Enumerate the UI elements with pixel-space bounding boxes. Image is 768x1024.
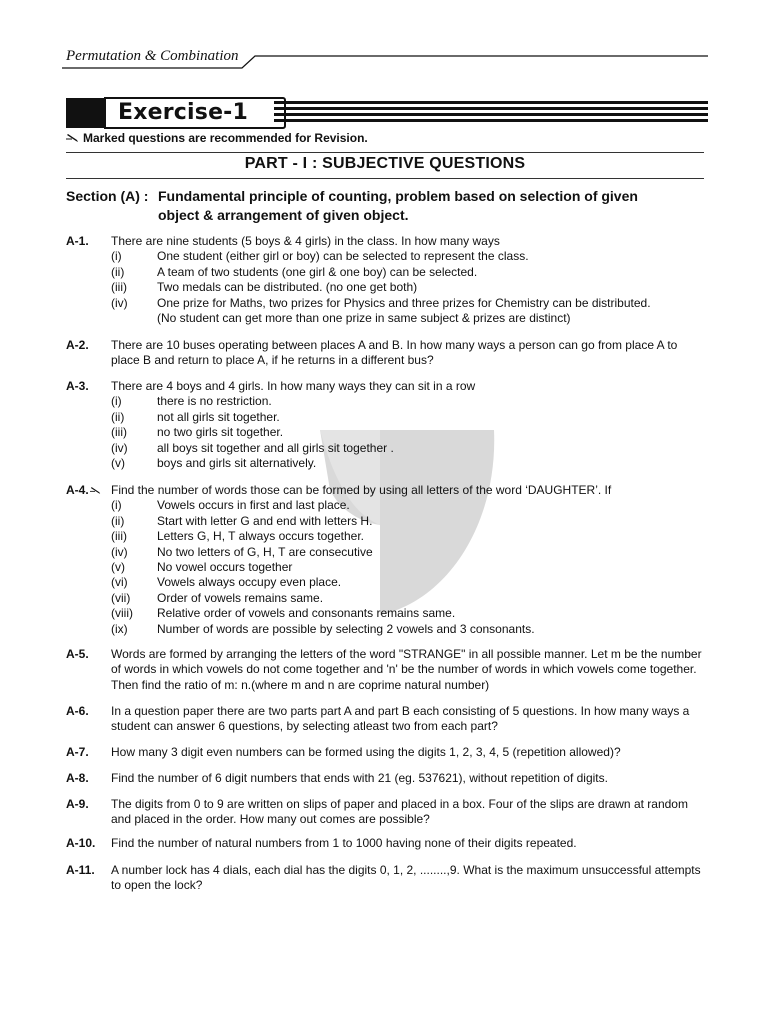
question-a4 <box>66 483 706 637</box>
subpart-numeral: (iii) <box>111 529 127 544</box>
question-subpart <box>111 560 706 575</box>
subpart-numeral: (ix) <box>111 621 128 636</box>
question-a11 <box>66 863 706 894</box>
question-continuation: (No student can get more than one prize in same subject & prizes are distinct) <box>157 311 571 326</box>
subpart-numeral: (i) <box>111 394 122 409</box>
question-subpart <box>111 410 706 425</box>
question-text: How many 3 digit even numbers can be formed using the digits 1, 2, 3, 4, 5 (repetition allowed)? <box>111 745 621 759</box>
question-number: A-9. <box>66 797 89 811</box>
question-number: A-1. <box>66 234 89 248</box>
subpart-numeral: (iii) <box>111 280 127 295</box>
question-a1 <box>66 234 706 326</box>
part-heading-top-rule <box>66 152 704 153</box>
question-text: Find the number of words those can be formed by using all letters of the word ‘DAUGHTER’. If <box>111 483 612 497</box>
question-text: Find the number of natural numbers from 1 to 1000 having none of their digits repeated. <box>111 836 577 850</box>
exercise-title-bar <box>66 98 104 128</box>
question-subpart <box>111 545 706 560</box>
subpart-text: there is no restriction. <box>157 394 272 409</box>
question-text: There are 4 boys and 4 girls. In how many ways they can sit in a row <box>111 379 476 393</box>
question-a3 <box>66 379 706 471</box>
subpart-numeral: (ii) <box>111 513 125 528</box>
subpart-text: One prize for Maths, two prizes for Physics and three prizes for Chemistry can be distributed. <box>157 295 651 310</box>
subpart-text: not all girls sit together. <box>157 409 280 424</box>
question-subpart <box>111 529 706 544</box>
question-a9 <box>66 797 706 828</box>
revision-note <box>66 131 368 145</box>
question-number: A-3. <box>66 379 89 393</box>
part-heading-bottom-rule <box>66 178 704 179</box>
subpart-numeral: (i) <box>111 249 122 264</box>
pencil-icon <box>66 133 79 143</box>
subpart-numeral: (iii) <box>111 425 127 440</box>
question-text: In a question paper there are two parts part A and part B each consisting of 5 questions. In how many ways a student can answer 6 questions, by selecting atleast two from each part? <box>111 704 690 734</box>
question-subpart <box>111 296 706 311</box>
subpart-numeral: (viii) <box>111 606 133 621</box>
subpart-numeral: (ii) <box>111 264 125 279</box>
question-text: Find the number of 6 digit numbers that ends with 21 (eg. 537621), without repetition of digits. <box>111 771 608 785</box>
subpart-text: Two medals can be distributed. (no one get both) <box>157 280 418 295</box>
section-heading <box>66 187 706 225</box>
subpart-numeral: (vi) <box>111 575 128 590</box>
question-subpart <box>111 394 706 409</box>
subpart-text: Vowels always occupy even place. <box>157 575 342 590</box>
question-a7 <box>66 745 706 760</box>
subpart-text: One student (either girl or boy) can be selected to represent the class. <box>157 249 529 264</box>
exercise-title-rules <box>274 101 708 125</box>
subpart-text: no two girls sit together. <box>157 425 284 440</box>
subpart-text: No vowel occurs together <box>157 560 293 575</box>
question-number: A-7. <box>66 745 89 759</box>
question-subpart <box>111 498 706 513</box>
subpart-numeral: (vii) <box>111 590 131 605</box>
question-subpart <box>111 425 706 440</box>
question-subpart <box>111 575 706 590</box>
subpart-text: Relative order of vowels and consonants remains same. <box>157 606 456 621</box>
revision-note-text: Marked questions are recommended for Revision. <box>83 131 368 145</box>
question-text: The digits from 0 to 9 are written on slips of paper and placed in a box. Four of the slips are drawn at random and placed in the order. How many out comes are possible? <box>111 797 688 827</box>
subpart-text: Letters G, H, T always occurs together. <box>157 529 364 544</box>
question-a8 <box>66 771 706 786</box>
subpart-text: Order of vowels remains same. <box>157 590 324 605</box>
question-number: A-11. <box>66 863 95 877</box>
subpart-text: A team of two students (one girl & one boy) can be selected. <box>157 264 478 279</box>
subpart-text: No two letters of G, H, T are consecutive <box>157 544 373 559</box>
question-number <box>66 483 111 498</box>
section-title-line2: object & arrangement of given object. <box>158 207 409 223</box>
question-a2 <box>66 338 706 369</box>
part-heading: PART - I : SUBJECTIVE QUESTIONS <box>244 155 526 172</box>
question-number: A-6. <box>66 704 89 718</box>
question-number-text: A-4. <box>66 483 89 497</box>
question-subpart <box>111 441 706 456</box>
subpart-text: Start with letter G and end with letters H. <box>157 513 373 528</box>
subpart-numeral: (iv) <box>111 440 128 455</box>
question-a6 <box>66 704 706 735</box>
question-subpart <box>111 265 706 280</box>
question-number: A-8. <box>66 771 89 785</box>
question-text: Words are formed by arranging the letters of the word "STRANGE" in all possible manner. Let m be the number of words in which vowels do not come together and 'n' be the number of words in which vowels come together. Then find the ratio of m: n.(where m and n are coprime natural number) <box>111 647 702 692</box>
subpart-numeral: (iv) <box>111 544 128 559</box>
question-number: A-10. <box>66 836 96 850</box>
subpart-numeral: (iv) <box>111 295 128 310</box>
subpart-text: Vowels occurs in first and last place. <box>157 498 350 513</box>
subpart-numeral: (i) <box>111 498 122 513</box>
question-subpart <box>111 591 706 606</box>
question-subpart <box>111 514 706 529</box>
subpart-text: all boys sit together and all girls sit together . <box>157 440 394 455</box>
subpart-text: Number of words are possible by selecting 2 vowels and 3 consonants. <box>157 621 535 636</box>
question-text: A number lock has 4 dials, each dial has the digits 0, 1, 2, ........,9. What is the maximum unsuccessful attempts to open the lock? <box>111 863 701 893</box>
question-subpart <box>111 456 706 471</box>
section-label: Section (A) : <box>66 188 149 204</box>
subpart-numeral: (v) <box>111 560 125 575</box>
pencil-icon <box>90 486 101 495</box>
question-a5 <box>66 647 706 693</box>
question-text: There are nine students (5 boys & 4 girls) in the class. In how many ways <box>111 234 500 248</box>
question-subpart <box>111 606 706 621</box>
page-header-title: Permutation & Combination <box>66 48 239 64</box>
question-number: A-2. <box>66 338 89 352</box>
question-subpart <box>111 280 706 295</box>
section-title-line1: Fundamental principle of counting, problem based on selection of given <box>158 188 638 204</box>
question-subpart <box>111 622 706 637</box>
question-text: There are 10 buses operating between places A and B. In how many ways a person can go from place A to place B and return to place A, if he returns in a different bus? <box>111 338 678 368</box>
subpart-numeral: (v) <box>111 456 125 471</box>
question-a10 <box>66 836 706 851</box>
question-subpart <box>111 249 706 264</box>
subpart-numeral: (ii) <box>111 409 125 424</box>
subpart-text: boys and girls sit alternatively. <box>157 456 317 471</box>
header-rule <box>62 55 708 75</box>
question-number: A-5. <box>66 647 89 661</box>
exercise-title: Exercise-1 <box>104 97 286 129</box>
